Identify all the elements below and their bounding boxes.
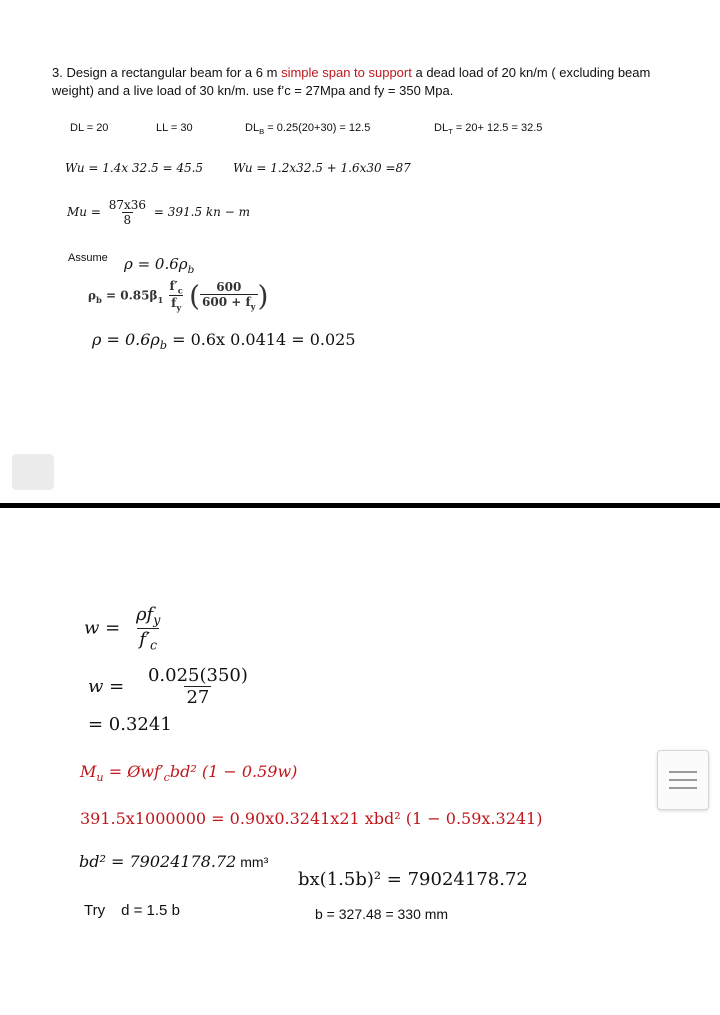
mu-numeric-equation: 391.5x1000000 = 0.90x0.3241x21 xbd² (1 − 0.59x.3241) [80,809,543,828]
assume-label: Assume [68,252,108,264]
w-result: = 0.3241 [88,714,172,735]
given-dead-load: DL = 20 [70,122,109,134]
mu-design-formula: $M_u$ = $Øwf'_cbd^2$ (1 − 0.59w) [80,762,298,785]
page-divider [0,503,720,508]
b-result: b = 327.48 = 330 mm [315,906,449,922]
problem-text-before: 3. Design a rectangular beam for a 6 m [52,65,282,80]
given-beam-weight: $DL_B = 0.25(20+30) = 12.5$ [245,122,371,137]
rho-balanced-formula: $\rho_b = 0.85\beta_1$ $\frac{f'_c}{f_y}$ ( $\frac{600}{600 + f_y}$ ) [88,279,269,313]
mu-equation: Mu = $\frac{87x36}{8}$ = 391.5 kn − m [67,198,250,227]
rho-assumption: $\rho = 0.6\rho_b$ [124,255,195,276]
problem-text-highlight: simple span to support [281,65,412,80]
w-calculation: w = $\frac{0.025(350)}{27}$ [88,665,248,708]
try-ratio: Try d = 1.5 b [84,902,180,919]
wu-case-1: Wu = 1.4x 32.5 = 45.5 [65,161,204,175]
bx-equation: bx(1.5b)² = 79024178.72 [298,869,528,890]
rho-calculation: $\rho = 0.6\rho_b = 0.6x$ 0.0414 = 0.025 [92,330,356,353]
given-total-dead-load: $DL_T = 20+ 12.5 = 32.5$ [434,122,543,137]
menu-button[interactable] [657,750,709,810]
problem-text-after: a dead load of 20 kn/m ( excluding beam weight) and a live load of 30 kn/m. use f’c = 27Mpa and fy = 350 Mpa. [52,65,651,98]
wu-case-2: Wu = 1.2x32.5 + 1.6x30 =87 [233,161,411,175]
w-formula: w = $\frac{\rho f_y}{f'_c}$ [84,604,161,653]
page-thumbnail-placeholder[interactable] [12,454,54,490]
hamburger-menu-icon [669,765,697,795]
problem-statement [52,64,672,100]
given-live-load: LL = 30 [156,122,193,134]
bd2-result: bd² = 79024178.72 mm³ [79,852,269,871]
